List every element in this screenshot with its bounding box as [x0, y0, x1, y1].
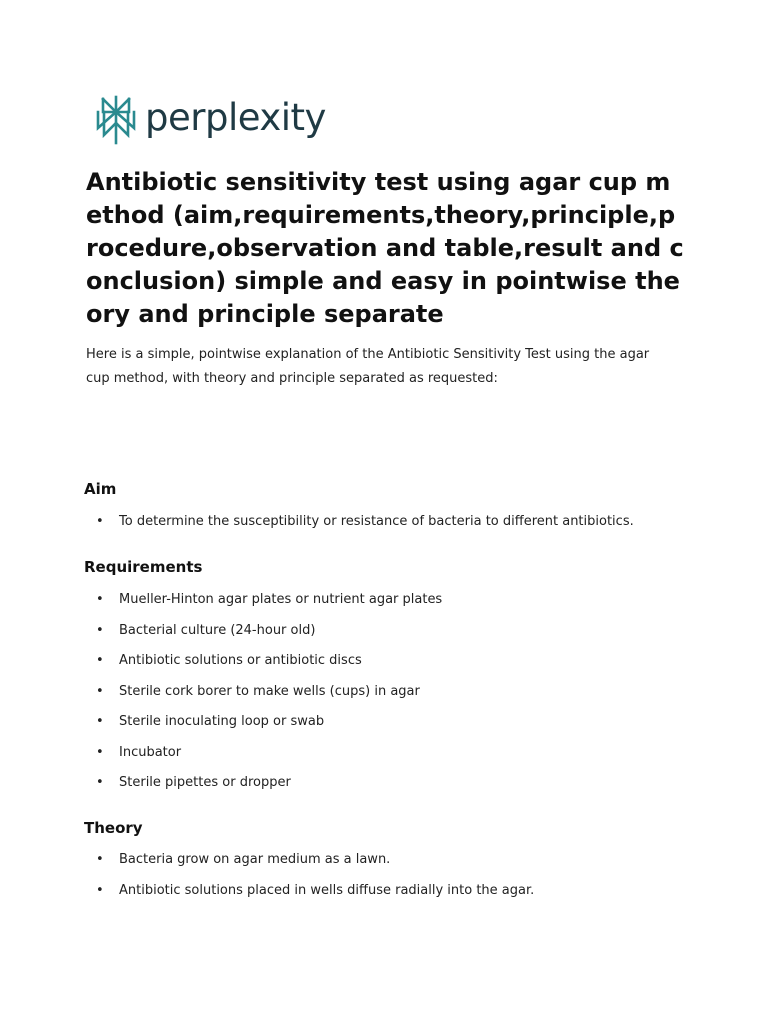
theory-section: [84, 818, 684, 911]
list-item-text: Incubator: [119, 744, 182, 760]
bullet-icon: •: [96, 775, 104, 790]
requirements-section: [84, 557, 684, 804]
list-item: [84, 590, 684, 621]
list-item: [84, 743, 684, 774]
requirements-heading: Requirements: [84, 558, 203, 576]
list-item-text: Sterile pipettes or dropper: [119, 775, 291, 790]
bullet-icon: •: [96, 714, 104, 729]
list-item: [84, 512, 684, 543]
theory-heading: Theory: [84, 819, 143, 837]
bullet-icon: •: [96, 592, 104, 607]
list-item: [84, 773, 684, 804]
intro-paragraph: Here is a simple, pointwise explanation of the Antibiotic Sensitivity Test using the agar cup method, with theory and principle separated as requested:: [86, 347, 650, 386]
list-item: [84, 881, 684, 912]
perplexity-logo: [95, 95, 326, 145]
list-item-text: To determine the susceptibility or resistance of bacteria to different antibiotics.: [119, 514, 634, 529]
list-item: [84, 850, 684, 881]
aim-section: [84, 479, 684, 543]
list-item: [84, 651, 684, 682]
list-item-text: Antibiotic solutions placed in wells diffuse radially into the agar.: [119, 882, 535, 898]
list-item-text: Bacteria grow on agar medium as a lawn.: [119, 852, 391, 867]
bullet-icon: •: [96, 882, 104, 898]
list-item-text: Sterile cork borer to make wells (cups) in agar: [119, 683, 420, 699]
list-item-text: Mueller-Hinton agar plates or nutrient agar plates: [119, 592, 443, 607]
bullet-icon: •: [96, 514, 104, 529]
bullet-icon: •: [96, 744, 104, 760]
list-item: [84, 712, 684, 743]
aim-heading: Aim: [84, 480, 117, 498]
list-item-text: Antibiotic solutions or antibiotic discs: [119, 653, 362, 668]
bullet-icon: •: [96, 622, 104, 638]
aim-list: [84, 512, 684, 543]
list-item: [84, 621, 684, 652]
list-item-text: Sterile inoculating loop or swab: [119, 714, 325, 729]
perplexity-wordmark: perplexity: [145, 95, 326, 139]
answer-header: [86, 166, 686, 391]
perplexity-logo-icon: [95, 95, 137, 145]
bullet-icon: •: [96, 683, 104, 699]
list-item: [84, 682, 684, 713]
page-title: Antibiotic sensitivity test using agar cup method (aim,requirements,theory,principle,procedure,observation and table,result and conclusion) simple and easy in pointwise theory and principle separate: [86, 168, 684, 328]
bullet-icon: •: [96, 653, 104, 668]
theory-list: [84, 850, 684, 911]
requirements-list: [84, 590, 684, 804]
bullet-icon: •: [96, 852, 104, 867]
list-item-text: Bacterial culture (24-hour old): [119, 622, 316, 638]
